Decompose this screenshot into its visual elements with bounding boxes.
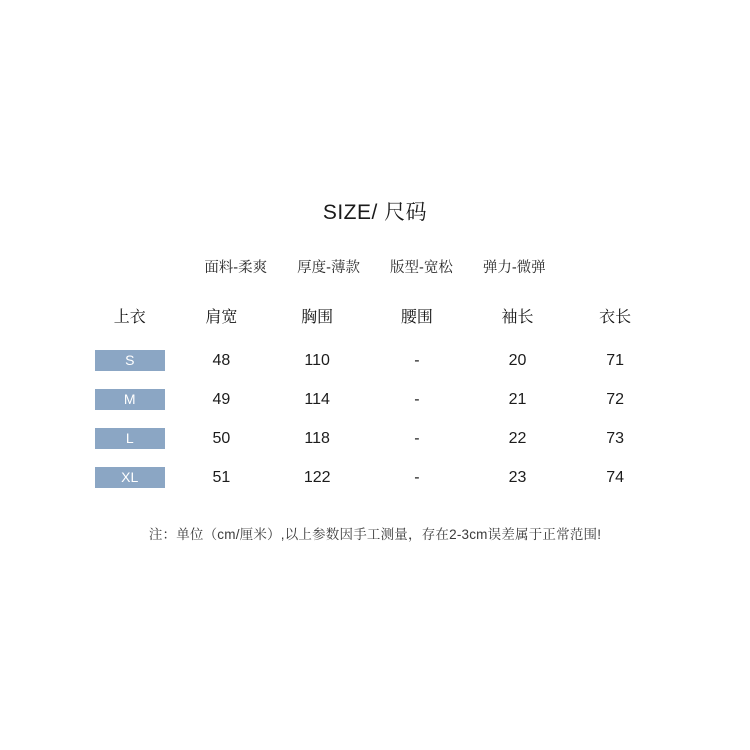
cell-length: 73 <box>606 429 625 447</box>
cell-waist: - <box>414 468 420 486</box>
cell-bust: 122 <box>303 468 331 486</box>
cell-length: 72 <box>606 390 625 408</box>
cell-bust: 118 <box>304 429 330 447</box>
table-header-row <box>86 303 664 341</box>
size-label-cell <box>86 458 173 497</box>
status-badge: XL <box>95 467 165 488</box>
size-table-header <box>86 303 664 341</box>
cell-sleeve: 21 <box>508 390 527 408</box>
table-row <box>86 380 664 419</box>
status-badge: L <box>95 428 165 449</box>
column-header-sleeve: 袖长 <box>501 309 534 326</box>
size-chart-block <box>0 196 750 543</box>
cell-length: 74 <box>606 468 625 486</box>
cell-waist: - <box>414 390 420 408</box>
cell-sleeve: 23 <box>508 468 527 486</box>
attribute-thickness: 厚度-薄款 <box>297 260 360 276</box>
measurement-note: 注：单位（cm/厘米）,以上参数因手工测量，存在2-3cm误差属于正常范围! <box>148 527 602 542</box>
attribute-fabric: 面料-柔爽 <box>204 260 268 276</box>
cell-sleeve: 20 <box>508 351 527 369</box>
cell-shoulder: 49 <box>212 390 231 408</box>
column-header-length: 衣长 <box>599 309 632 326</box>
attribute-elasticity: 弹力-微弹 <box>482 260 546 276</box>
table-row <box>86 458 664 497</box>
page-title: SIZE/ 尺码 <box>322 201 428 224</box>
column-header-shoulder: 肩宽 <box>205 309 238 326</box>
size-label-cell <box>86 419 173 458</box>
size-label-cell <box>86 380 173 419</box>
cell-shoulder: 51 <box>212 468 231 486</box>
column-header-garment: 上衣 <box>113 309 146 326</box>
cell-length: 71 <box>606 351 625 369</box>
size-table-body <box>86 341 664 497</box>
size-table <box>86 303 664 497</box>
column-header-bust: 胸围 <box>301 309 334 326</box>
cell-bust: 114 <box>304 390 330 408</box>
status-badge: S <box>95 350 165 371</box>
cell-shoulder: 50 <box>212 429 231 447</box>
cell-sleeve: 22 <box>508 429 527 447</box>
fabric-attributes <box>0 256 750 277</box>
status-badge: M <box>95 389 165 410</box>
table-row <box>86 419 664 458</box>
column-header-waist: 腰围 <box>400 309 433 326</box>
attribute-fit: 版型-宽松 <box>390 260 453 276</box>
cell-shoulder: 48 <box>212 351 231 369</box>
table-row <box>86 341 664 380</box>
cell-waist: - <box>414 429 420 447</box>
cell-waist: - <box>414 351 420 369</box>
size-label-cell <box>86 341 173 380</box>
cell-bust: 110 <box>304 351 330 369</box>
